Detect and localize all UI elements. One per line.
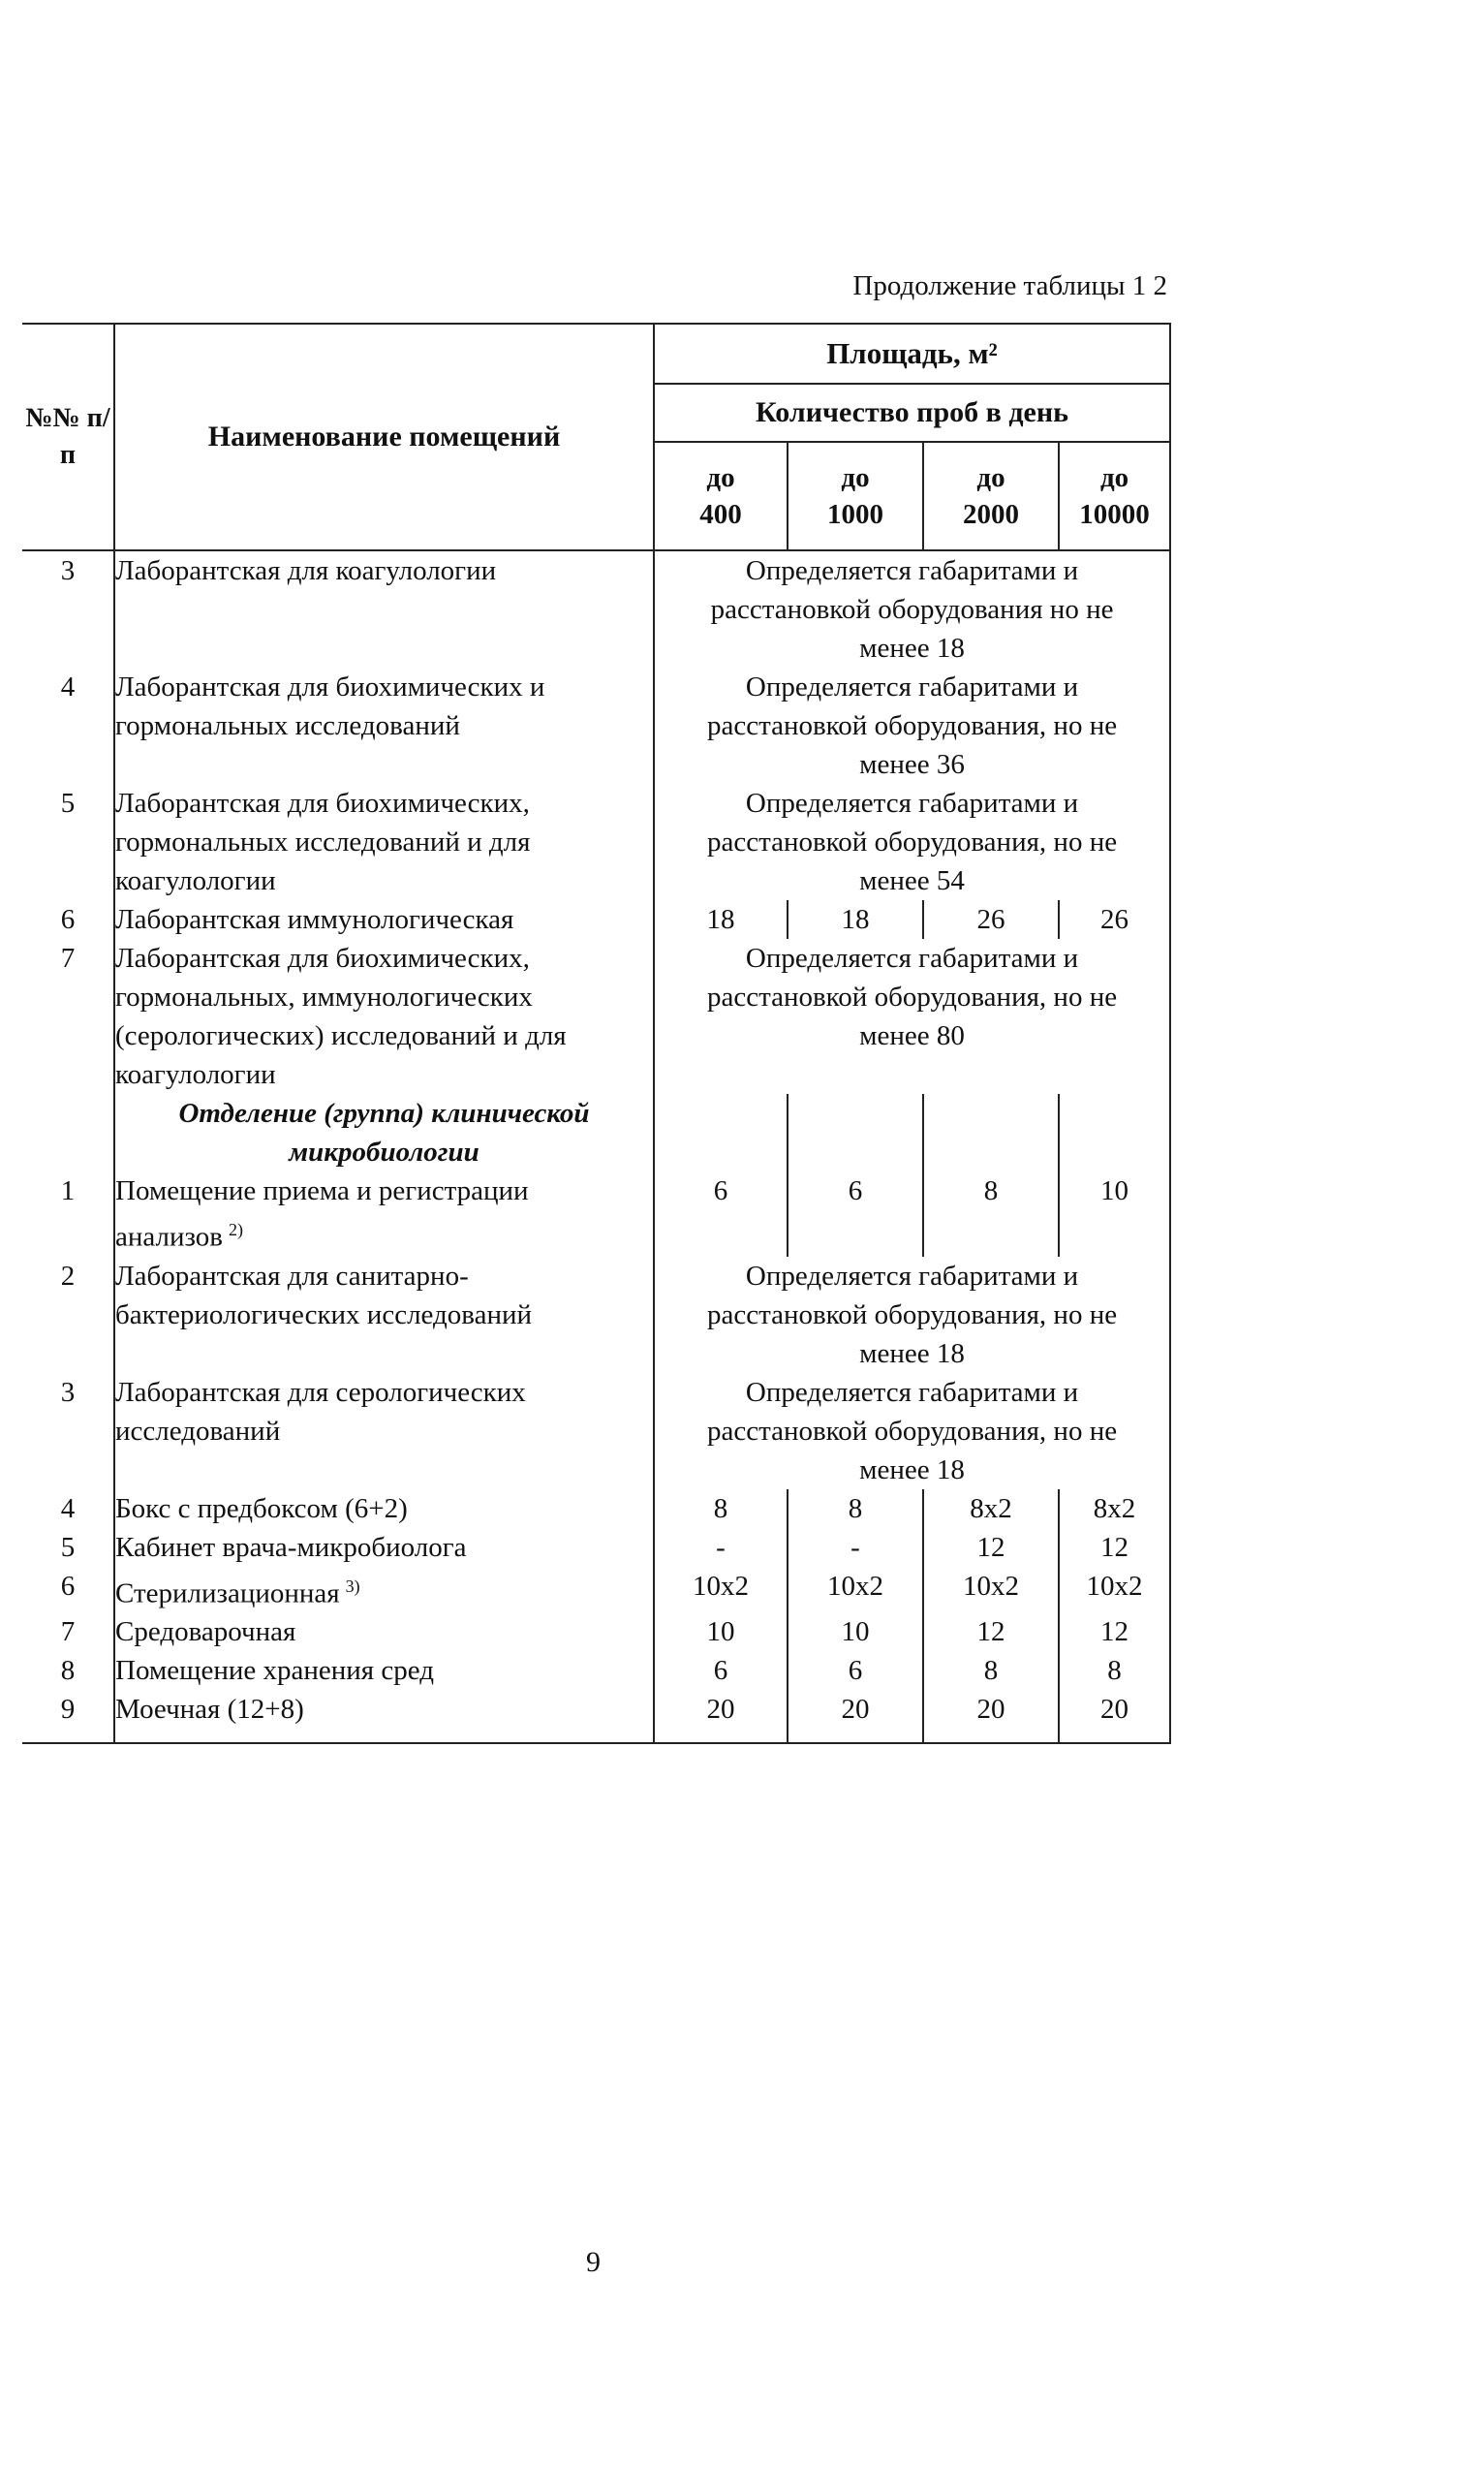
area-value: 10 <box>1059 1171 1170 1257</box>
room-name <box>114 784 654 900</box>
area-value: 26 <box>923 900 1059 939</box>
footnote-marker: 2) <box>229 1220 243 1239</box>
header-samples-per-day: Количество проб в день <box>654 384 1170 442</box>
area-value: 12 <box>923 1612 1059 1651</box>
table-row <box>22 1528 1170 1567</box>
header-area: Площадь, м² <box>654 324 1170 384</box>
room-name <box>114 1651 654 1690</box>
row-number: 2 <box>60 1260 76 1292</box>
section-title: Отделение (группа) клинической микробиологии <box>114 1094 654 1171</box>
table-caption: Продолжение таблицы 1 2 <box>852 270 1167 301</box>
room-name-text: Лаборантская для биохимических, гормональных, иммунологических (серологических) исследований и для коагулологии <box>115 943 567 1090</box>
room-name-text: Помещение хранения сред <box>115 1655 434 1687</box>
row-number: 5 <box>60 788 76 819</box>
area-value: 8 <box>1059 1651 1170 1690</box>
capacity-value: 1000 <box>827 499 883 530</box>
header-room-name: Наименование помещений <box>114 324 654 550</box>
row-number: 3 <box>60 1376 76 1408</box>
area-value: 12 <box>923 1528 1059 1567</box>
room-name-text: Стерилизационная <box>115 1577 340 1609</box>
area-value: - <box>716 1531 726 1563</box>
room-name-text: Бокс с предбоксом (6+2) <box>115 1492 408 1524</box>
area-value: 8x2 <box>1059 1489 1170 1528</box>
area-value: 10x2 <box>788 1567 923 1613</box>
area-value: 8 <box>923 1651 1059 1690</box>
capacity-prefix: до <box>976 462 1005 493</box>
room-name <box>114 1489 654 1528</box>
room-name <box>114 1528 654 1567</box>
room-name-text: Лаборантская для санитарно-бактериологических исследований <box>115 1260 533 1330</box>
area-value: 26 <box>1059 900 1170 939</box>
area-requirement: Определяется габаритами и расстановкой оборудования но не менее 18 <box>654 550 1170 668</box>
area-requirement: Определяется габаритами и расстановкой оборудования, но не менее 18 <box>654 1257 1170 1373</box>
room-name <box>114 1373 654 1489</box>
area-value: 10x2 <box>923 1567 1059 1613</box>
row-number: 4 <box>60 1492 76 1524</box>
table-row <box>22 1690 1170 1743</box>
area-value: 10 <box>788 1612 923 1651</box>
header-capacity-2000 <box>923 442 1059 550</box>
room-name-text: Моечная (12+8) <box>115 1694 304 1726</box>
room-name <box>114 1257 654 1373</box>
room-name-text: Лаборантская для серологических исследований <box>115 1376 526 1447</box>
row-number: 6 <box>60 904 76 935</box>
table-row <box>22 939 1170 1094</box>
capacity-prefix: до <box>1099 462 1129 493</box>
header-capacity-10000 <box>1059 442 1170 550</box>
area-requirement: Определяется габаритами и расстановкой оборудования, но не менее 80 <box>654 939 1170 1094</box>
header-number: №№ п/п <box>22 324 114 550</box>
area-value: 8 <box>788 1489 923 1528</box>
table-row <box>22 1257 1170 1373</box>
area-value: 20 <box>1059 1690 1170 1743</box>
room-name-text: Средоварочная <box>115 1616 296 1648</box>
area-value: 6 <box>788 1171 923 1257</box>
capacity-prefix: до <box>841 462 870 493</box>
table-row <box>22 550 1170 668</box>
area-value: 20 <box>923 1690 1059 1743</box>
empty-cell <box>654 1094 788 1171</box>
area-value: 10x2 <box>1059 1567 1170 1613</box>
rooms-area-table <box>22 323 1171 1744</box>
area-value: 8x2 <box>923 1489 1059 1528</box>
row-number: 7 <box>60 943 76 974</box>
area-value: 12 <box>1059 1612 1170 1651</box>
row-number: 3 <box>60 555 76 586</box>
table-row <box>22 1612 1170 1651</box>
area-value: 8 <box>713 1492 728 1524</box>
capacity-value: 400 <box>699 499 742 530</box>
capacity-value: 2000 <box>963 499 1019 530</box>
room-name-text: Кабинет врача-микробиолога <box>115 1531 467 1563</box>
table-row <box>22 900 1170 939</box>
table-header <box>22 324 1170 550</box>
area-value: 18 <box>788 900 923 939</box>
area-value: 20 <box>654 1690 788 1743</box>
empty-cell <box>788 1094 923 1171</box>
area-value: 12 <box>1059 1528 1170 1567</box>
area-requirement: Определяется габаритами и расстановкой оборудования, но не менее 18 <box>654 1373 1170 1489</box>
header-capacity-400 <box>654 442 788 550</box>
table-row <box>22 1651 1170 1690</box>
header-capacity-1000 <box>788 442 923 550</box>
area-requirement: Определяется габаритами и расстановкой оборудования, но не менее 36 <box>654 668 1170 784</box>
room-name <box>114 939 654 1094</box>
row-number: 8 <box>60 1655 76 1687</box>
row-number: 7 <box>60 1616 76 1648</box>
table-body <box>22 550 1170 1743</box>
table-row <box>22 668 1170 784</box>
room-name-text: Помещение приема и регистрации анализов <box>115 1175 529 1253</box>
table-row <box>22 1489 1170 1528</box>
room-name-text: Лаборантская для биохимических, гормональных исследований и для коагулологии <box>115 788 531 896</box>
area-value: 6 <box>713 1175 728 1206</box>
footnote-marker: 3) <box>345 1576 360 1596</box>
row-number: 1 <box>60 1175 76 1206</box>
area-value: 10 <box>706 1616 735 1648</box>
table-row <box>22 1567 1170 1613</box>
empty-cell <box>1059 1094 1170 1171</box>
area-value: 8 <box>923 1171 1059 1257</box>
room-name <box>114 668 654 784</box>
table-row <box>22 1171 1170 1257</box>
table-row <box>22 784 1170 900</box>
row-number: 9 <box>22 1690 114 1743</box>
room-name-text: Лаборантская иммунологическая <box>115 904 514 935</box>
row-number: 6 <box>60 1570 76 1602</box>
area-requirement: Определяется габаритами и расстановкой оборудования, но не менее 54 <box>654 784 1170 900</box>
room-name <box>114 900 654 939</box>
room-name-text: Лаборантская для биохимических и гормональных исследований <box>115 671 545 741</box>
capacity-value: 10000 <box>1079 499 1150 530</box>
table-row <box>22 1373 1170 1489</box>
area-value: 6 <box>713 1655 728 1687</box>
page-number: 9 <box>586 2246 601 2278</box>
capacity-prefix: до <box>706 462 735 493</box>
area-value: 20 <box>788 1690 923 1743</box>
room-name-text: Лаборантская для коагулологии <box>115 555 497 586</box>
room-name <box>114 1171 654 1257</box>
room-name <box>114 1612 654 1651</box>
room-name <box>114 1567 654 1613</box>
row-number: 4 <box>60 671 76 702</box>
room-name <box>114 550 654 668</box>
area-value: 6 <box>788 1651 923 1690</box>
section-row <box>22 1094 1170 1171</box>
row-number: 5 <box>60 1531 76 1563</box>
row-number <box>22 1094 114 1171</box>
empty-cell <box>923 1094 1059 1171</box>
area-value: 18 <box>706 904 735 935</box>
area-value: - <box>788 1528 923 1567</box>
room-name <box>114 1690 654 1743</box>
area-value: 10x2 <box>693 1570 749 1602</box>
